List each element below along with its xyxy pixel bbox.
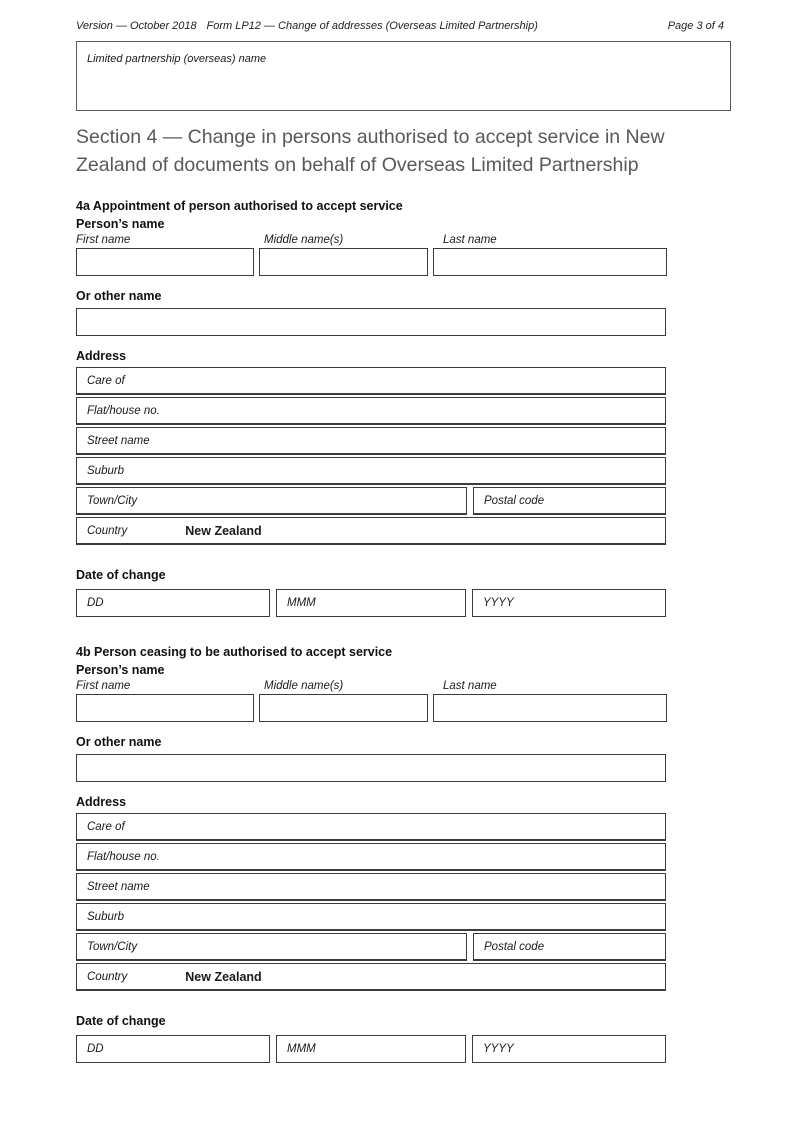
- town-city-field[interactable]: [76, 933, 467, 961]
- section-4a: [76, 197, 800, 617]
- street-name-label: Street name: [87, 434, 150, 447]
- suburb-field[interactable]: [76, 457, 666, 485]
- first-name-label: First name: [76, 680, 131, 693]
- country-value: New Zealand: [185, 523, 262, 538]
- first-name-label: First name: [76, 234, 131, 247]
- year-label: YYYY: [483, 597, 514, 610]
- postal-code-field[interactable]: [473, 487, 666, 515]
- section-4b-heading: 4b Person ceasing to be authorised to accept service: [76, 645, 393, 660]
- partnership-name-label: Limited partnership (overseas) name: [87, 53, 267, 65]
- date-fields-row: [76, 589, 800, 617]
- date-fields-row: [76, 1035, 800, 1063]
- name-labels-row: [76, 680, 800, 692]
- postal-code-field[interactable]: [473, 933, 666, 961]
- year-field[interactable]: [472, 1035, 666, 1063]
- care-of-label: Care of: [87, 820, 125, 833]
- other-name-field[interactable]: [76, 308, 666, 336]
- address-block: [76, 367, 666, 545]
- day-label: DD: [87, 1043, 104, 1056]
- other-name-field[interactable]: [76, 754, 666, 782]
- country-field[interactable]: [76, 517, 666, 545]
- country-field[interactable]: [76, 963, 666, 991]
- date-of-change-label: Date of change: [76, 1014, 166, 1029]
- month-label: MMM: [287, 1043, 316, 1056]
- month-label: MMM: [287, 597, 316, 610]
- town-city-label: Town/City: [87, 940, 138, 953]
- country-value: New Zealand: [185, 969, 262, 984]
- first-name-field[interactable]: [76, 694, 254, 722]
- care-of-field[interactable]: [76, 367, 666, 395]
- last-name-label: Last name: [443, 234, 497, 247]
- street-name-field[interactable]: [76, 873, 666, 901]
- first-name-field[interactable]: [76, 248, 254, 276]
- section-title: Section 4 — Change in persons authorised to accept service in New Zealand of documents on behalf of Overseas Limited Partnership: [76, 126, 665, 176]
- form-title-text: Form LP12 — Change of addresses (Overseas Limited Partnership): [206, 20, 538, 32]
- street-name-label: Street name: [87, 880, 150, 893]
- address-block: [76, 813, 666, 991]
- middle-name-label: Middle name(s): [264, 680, 344, 693]
- date-of-change-label: Date of change: [76, 568, 166, 583]
- town-postal-row: [76, 933, 666, 963]
- address-label: Address: [76, 795, 127, 810]
- partnership-name-field[interactable]: [76, 41, 731, 111]
- street-name-field[interactable]: [76, 427, 666, 455]
- year-field[interactable]: [472, 589, 666, 617]
- page-number-text: Page 3 of 4: [667, 20, 724, 32]
- day-label: DD: [87, 597, 104, 610]
- name-labels-row: [76, 234, 800, 246]
- persons-name-label: Person’s name: [76, 217, 165, 232]
- name-fields-row: [76, 248, 800, 276]
- middle-name-field[interactable]: [259, 248, 428, 276]
- flat-house-no-field[interactable]: [76, 843, 666, 871]
- name-fields-row: [76, 694, 800, 722]
- address-label: Address: [76, 349, 127, 364]
- middle-name-label: Middle name(s): [264, 234, 344, 247]
- care-of-field[interactable]: [76, 813, 666, 841]
- suburb-label: Suburb: [87, 464, 125, 477]
- last-name-field[interactable]: [433, 694, 667, 722]
- town-city-label: Town/City: [87, 494, 138, 507]
- postal-code-label: Postal code: [484, 494, 545, 507]
- postal-code-label: Postal code: [484, 940, 545, 953]
- town-city-field[interactable]: [76, 487, 467, 515]
- version-text: Version — October 2018: [76, 20, 197, 32]
- care-of-label: Care of: [87, 374, 125, 387]
- suburb-label: Suburb: [87, 910, 125, 923]
- suburb-field[interactable]: [76, 903, 666, 931]
- flat-house-no-label: Flat/house no.: [87, 404, 160, 417]
- persons-name-label: Person’s name: [76, 663, 165, 678]
- month-field[interactable]: [276, 1035, 466, 1063]
- last-name-field[interactable]: [433, 248, 667, 276]
- year-label: YYYY: [483, 1043, 514, 1056]
- day-field[interactable]: [76, 589, 270, 617]
- month-field[interactable]: [276, 589, 466, 617]
- section-4b: [76, 643, 800, 1063]
- other-name-label: Or other name: [76, 289, 162, 304]
- flat-house-no-field[interactable]: [76, 397, 666, 425]
- other-name-label: Or other name: [76, 735, 162, 750]
- country-label: Country: [87, 970, 128, 983]
- day-field[interactable]: [76, 1035, 270, 1063]
- middle-name-field[interactable]: [259, 694, 428, 722]
- page-header: [76, 0, 724, 32]
- last-name-label: Last name: [443, 680, 497, 693]
- flat-house-no-label: Flat/house no.: [87, 850, 160, 863]
- country-label: Country: [87, 524, 128, 537]
- town-postal-row: [76, 487, 666, 517]
- section-4a-heading: 4a Appointment of person authorised to accept service: [76, 199, 403, 214]
